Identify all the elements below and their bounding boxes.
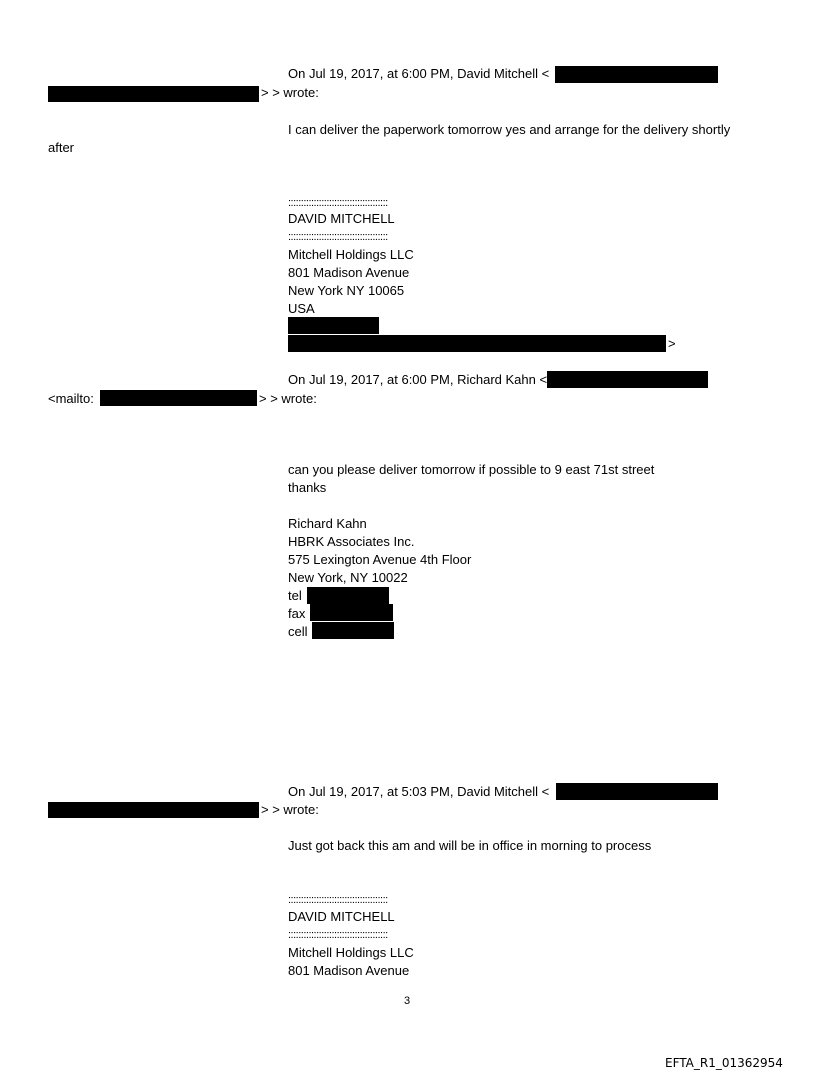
signature-name: DAVID MITCHELL [288,909,395,924]
signature-separator: ::::::::::::::::::::::::::::::::::::::: [288,894,388,906]
redaction-block [48,86,259,102]
signature-company: HBRK Associates Inc. [288,534,415,549]
msg2-mailto: <mailto: [48,391,94,406]
document-id-footer: EFTA_R1_01362954 [665,1056,783,1070]
redaction-block [288,335,666,352]
msg1-body-line2: after [48,140,75,155]
signature-cell-label: cell [288,624,308,639]
signature-separator: ::::::::::::::::::::::::::::::::::::::: [288,929,388,941]
redaction-block [556,783,718,800]
signature-street: 575 Lexington Avenue 4th Floor [288,552,472,567]
signature-fax-label: fax [288,606,306,621]
page-number: 3 [404,995,411,1007]
signature-country: USA [288,301,315,316]
closing-bracket: > [668,336,676,351]
msg1-wrote: > > wrote: [261,85,319,100]
msg2-body-line1: can you please deliver tomorrow if possible to 9 east 71st street [288,462,655,477]
signature-name: Richard Kahn [288,516,367,531]
signature-street: 801 Madison Avenue [288,963,410,978]
msg2-body-line2: thanks [288,480,327,495]
redaction-block [48,802,259,818]
msg2-header: On Jul 19, 2017, at 6:00 PM, Richard Kahn < [288,372,548,387]
redaction-block [547,371,708,388]
msg1-header: On Jul 19, 2017, at 6:00 PM, David Mitchell < [288,66,550,81]
signature-city: New York NY 10065 [288,283,405,298]
signature-company: Mitchell Holdings LLC [288,945,414,960]
redaction-block [288,317,379,334]
signature-tel-label: tel [288,588,302,603]
msg3-body-line1: Just got back this am and will be in office in morning to process [288,838,652,853]
signature-separator: ::::::::::::::::::::::::::::::::::::::: [288,197,388,209]
signature-city: New York, NY 10022 [288,570,408,585]
msg3-wrote: > > wrote: [261,802,319,817]
msg1-body-line1: I can deliver the paperwork tomorrow yes and arrange for the delivery shortly [288,122,731,137]
signature-company: Mitchell Holdings LLC [288,247,414,262]
signature-street: 801 Madison Avenue [288,265,410,280]
redaction-block [310,604,393,621]
signature-name: DAVID MITCHELL [288,211,395,226]
redaction-block [312,622,394,639]
msg3-header: On Jul 19, 2017, at 5:03 PM, David Mitchell < [288,784,550,799]
redaction-block [555,66,718,83]
signature-separator: ::::::::::::::::::::::::::::::::::::::: [288,231,388,243]
redaction-block [307,587,389,604]
msg2-wrote: > > wrote: [259,391,317,406]
redaction-block [100,390,257,406]
